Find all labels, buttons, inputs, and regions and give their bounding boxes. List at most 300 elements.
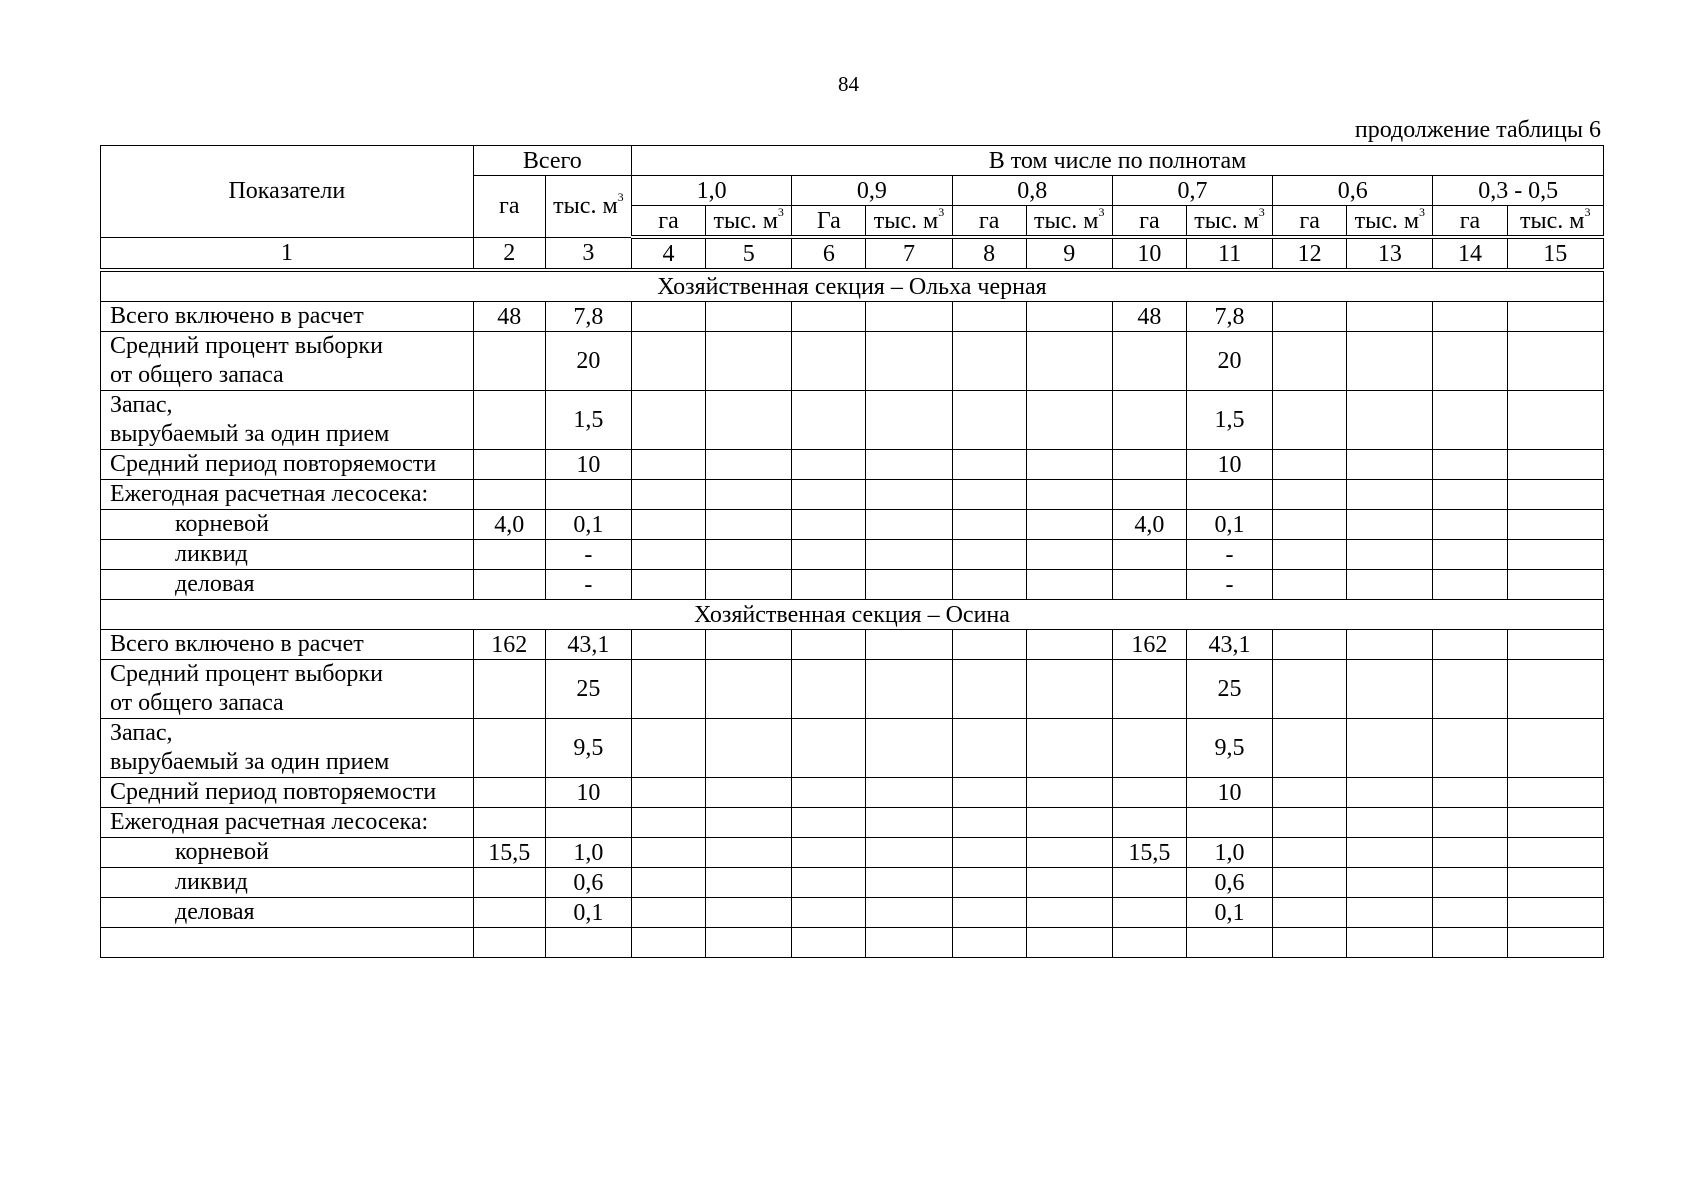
row-label	[101, 719, 474, 778]
table-cell	[1273, 928, 1347, 958]
table-cell	[1507, 540, 1603, 570]
data-table	[100, 145, 1604, 958]
table-cell	[1026, 391, 1112, 450]
table-cell	[1112, 540, 1186, 570]
table-cell	[631, 391, 705, 450]
table-cell	[866, 838, 952, 868]
table-cell	[952, 778, 1026, 808]
table-cell	[1507, 868, 1603, 898]
table-cell	[1433, 660, 1507, 719]
table-cell	[1273, 778, 1347, 808]
table-cell	[631, 630, 705, 660]
header-total-ha: га	[473, 176, 545, 238]
row-label-text-2: вырубаемый за один прием	[110, 421, 390, 447]
table-cell: 10	[545, 450, 631, 480]
column-number: 2	[473, 237, 545, 270]
table-cell: -	[1186, 540, 1272, 570]
table-cell	[1026, 540, 1112, 570]
row-label	[101, 630, 474, 660]
table-cell	[1507, 332, 1603, 391]
table-cell	[1273, 898, 1347, 928]
row-label	[101, 332, 474, 391]
table-cell: 25	[545, 660, 631, 719]
row-label-text: Средний период повторяемости	[110, 779, 437, 805]
table-cell	[1273, 450, 1347, 480]
table-cell: -	[545, 540, 631, 570]
section-title: Хозяйственная секция – Ольха черная	[101, 270, 1604, 302]
table-cell	[706, 719, 792, 778]
table-cell	[473, 391, 545, 450]
table-cell	[1433, 302, 1507, 332]
table-cell	[792, 898, 866, 928]
table-cell	[792, 332, 866, 391]
table-cell	[1347, 630, 1433, 660]
row-label-text: Средний процент выборки	[110, 661, 383, 687]
table-cell	[1273, 510, 1347, 540]
row-label-text: ликвид	[175, 541, 248, 567]
table-cell: 10	[1186, 778, 1272, 808]
header-density: 0,7	[1112, 176, 1272, 206]
table-cell	[631, 808, 705, 838]
header-density: 0,6	[1273, 176, 1433, 206]
header-indicators: Показатели	[101, 146, 474, 238]
table-cell	[1112, 332, 1186, 391]
table-row	[101, 868, 1604, 898]
header-unit-ha: га	[952, 206, 1026, 238]
row-label-text: Всего включено в расчет	[110, 303, 364, 329]
table-cell	[792, 660, 866, 719]
table-cell	[866, 391, 952, 450]
header-unit-ha: га	[631, 206, 705, 238]
header-unit-vol: тыс. $м^3$	[1347, 206, 1433, 238]
table-cell	[631, 302, 705, 332]
table-cell	[631, 719, 705, 778]
table-cell	[1026, 570, 1112, 600]
table-cell	[1347, 778, 1433, 808]
section-row	[101, 270, 1604, 302]
header-density: 1,0	[631, 176, 791, 206]
table-body	[101, 237, 1604, 958]
table-cell	[866, 570, 952, 600]
table-cell	[1347, 570, 1433, 600]
table-cell	[1433, 570, 1507, 600]
column-number: 14	[1433, 237, 1507, 270]
table-cell	[1273, 808, 1347, 838]
table-cell	[631, 838, 705, 868]
table-cell	[631, 898, 705, 928]
table-cell	[1112, 868, 1186, 898]
section-title: Хозяйственная секция – Осина	[101, 600, 1604, 630]
table-cell	[473, 540, 545, 570]
table-header	[101, 146, 1604, 238]
table-cell	[1433, 332, 1507, 391]
table-cell	[792, 719, 866, 778]
table-cell	[631, 778, 705, 808]
table-cell	[866, 660, 952, 719]
table-cell	[1507, 510, 1603, 540]
table-cell	[792, 630, 866, 660]
table-cell	[1347, 480, 1433, 510]
row-label-text-2: от общего запаса	[110, 690, 284, 716]
table-cell	[1112, 898, 1186, 928]
table-cell	[866, 510, 952, 540]
row-label	[101, 928, 474, 958]
table-row	[101, 510, 1604, 540]
table-cell	[1186, 808, 1272, 838]
table-cell	[1273, 332, 1347, 391]
table-cell	[473, 660, 545, 719]
table-cell	[631, 928, 705, 958]
table-cell	[706, 660, 792, 719]
table-cell	[706, 302, 792, 332]
table-cell	[631, 570, 705, 600]
table-cell	[545, 808, 631, 838]
table-row	[101, 660, 1604, 719]
column-number: 4	[631, 237, 705, 270]
table-cell	[1026, 808, 1112, 838]
section-row	[101, 600, 1604, 630]
column-number: 12	[1273, 237, 1347, 270]
column-number: 9	[1026, 237, 1112, 270]
row-label	[101, 778, 474, 808]
table-cell	[1112, 778, 1186, 808]
row-label-text: Ежегодная расчетная лесосека:	[110, 809, 429, 835]
table-cell: 48	[473, 302, 545, 332]
table-cell	[706, 332, 792, 391]
table-cell	[1347, 928, 1433, 958]
table-row	[101, 898, 1604, 928]
table-cell	[1273, 630, 1347, 660]
table-cell	[1433, 898, 1507, 928]
table-cell	[706, 928, 792, 958]
table-cell	[1112, 570, 1186, 600]
row-label	[101, 868, 474, 898]
table-cell	[792, 540, 866, 570]
table-cell	[952, 928, 1026, 958]
header-density: 0,9	[792, 176, 952, 206]
table-row	[101, 808, 1604, 838]
header-unit-ha: га	[1273, 206, 1347, 238]
column-number: 15	[1507, 237, 1603, 270]
table-cell: 4,0	[1112, 510, 1186, 540]
row-label-text: Ежегодная расчетная лесосека:	[110, 481, 429, 507]
table-cell	[952, 630, 1026, 660]
table-cell	[1433, 808, 1507, 838]
table-cell	[792, 838, 866, 868]
table-cell	[1273, 570, 1347, 600]
table-cell	[1026, 868, 1112, 898]
table-cell	[706, 570, 792, 600]
table-cell	[706, 778, 792, 808]
table-cell	[866, 928, 952, 958]
row-label-text: Всего включено в расчет	[110, 631, 364, 657]
table-cell	[1112, 450, 1186, 480]
table-cell	[1347, 391, 1433, 450]
table-cell: 0,6	[545, 868, 631, 898]
table-cell	[1347, 898, 1433, 928]
table-cell	[1507, 570, 1603, 600]
table-row	[101, 570, 1604, 600]
header-density: 0,8	[952, 176, 1112, 206]
table-cell: 1,5	[1186, 391, 1272, 450]
table-cell: 10	[545, 778, 631, 808]
table-cell	[631, 332, 705, 391]
table-cell	[1433, 778, 1507, 808]
table-cell	[473, 480, 545, 510]
row-label-text-2: вырубаемый за один прием	[110, 749, 390, 775]
table-cell	[792, 570, 866, 600]
column-number-row	[101, 237, 1604, 270]
table-cell	[1507, 391, 1603, 450]
table-cell	[866, 630, 952, 660]
table-cell	[1026, 660, 1112, 719]
table-row	[101, 778, 1604, 808]
table-cell	[866, 778, 952, 808]
table-cell	[1433, 540, 1507, 570]
table-cell	[1507, 302, 1603, 332]
table-cell	[952, 332, 1026, 391]
table-cell	[866, 450, 952, 480]
table-cell: 7,8	[545, 302, 631, 332]
table-cell	[706, 391, 792, 450]
row-label-text: Средний период повторяемости	[110, 451, 437, 477]
table-cell	[1347, 450, 1433, 480]
table-cell	[1112, 480, 1186, 510]
table-cell	[866, 302, 952, 332]
table-cell: 1,0	[1186, 838, 1272, 868]
table-cell	[1026, 450, 1112, 480]
table-cell	[952, 510, 1026, 540]
table-cell	[1112, 719, 1186, 778]
table-cell	[631, 480, 705, 510]
table-cell	[1433, 450, 1507, 480]
table-cell	[473, 719, 545, 778]
header-unit-vol: тыс. $м^3$	[866, 206, 952, 238]
table-cell	[631, 510, 705, 540]
table-cell	[866, 332, 952, 391]
table-cell	[1507, 480, 1603, 510]
table-cell	[1433, 510, 1507, 540]
row-label	[101, 808, 474, 838]
table-cell	[1347, 719, 1433, 778]
table-caption: продолжение таблицы 6	[1354, 117, 1601, 143]
table-cell	[1273, 302, 1347, 332]
table-cell	[792, 808, 866, 838]
table-cell	[1507, 838, 1603, 868]
table-cell	[866, 719, 952, 778]
table-cell	[473, 450, 545, 480]
table-cell: -	[545, 570, 631, 600]
table-cell: 0,1	[545, 898, 631, 928]
table-cell	[706, 838, 792, 868]
table-cell: -	[1186, 570, 1272, 600]
table-cell: 4,0	[473, 510, 545, 540]
table-cell: 7,8	[1186, 302, 1272, 332]
table-cell: 0,1	[1186, 510, 1272, 540]
column-number: 11	[1186, 237, 1272, 270]
header-unit-ha: га	[1433, 206, 1507, 238]
table-cell	[952, 302, 1026, 332]
table-cell	[1273, 660, 1347, 719]
table-cell	[1186, 480, 1272, 510]
table-cell	[1507, 450, 1603, 480]
row-label	[101, 660, 474, 719]
table-cell	[706, 868, 792, 898]
row-label	[101, 391, 474, 450]
table-cell: 15,5	[1112, 838, 1186, 868]
table-cell: 162	[1112, 630, 1186, 660]
row-label-text-2: от общего запаса	[110, 362, 284, 388]
table-cell	[1273, 540, 1347, 570]
table-cell	[1347, 808, 1433, 838]
column-number: 8	[952, 237, 1026, 270]
table-cell	[1026, 302, 1112, 332]
table-cell	[1026, 838, 1112, 868]
table-cell	[1347, 302, 1433, 332]
table-cell	[1507, 808, 1603, 838]
header-unit-vol: тыс. $м^3$	[1507, 206, 1603, 238]
table-cell	[1026, 510, 1112, 540]
row-label-text: Запас,	[110, 720, 173, 746]
table-cell	[706, 510, 792, 540]
table-cell	[1112, 660, 1186, 719]
row-label-text: ликвид	[175, 869, 248, 895]
column-number: 10	[1112, 237, 1186, 270]
row-label	[101, 510, 474, 540]
table-cell	[1112, 808, 1186, 838]
table-cell: 15,5	[473, 838, 545, 868]
table-cell	[792, 302, 866, 332]
table-cell	[952, 570, 1026, 600]
table-cell	[1026, 332, 1112, 391]
table-cell	[1186, 928, 1272, 958]
table-cell	[792, 391, 866, 450]
table-cell: 43,1	[545, 630, 631, 660]
table-cell	[1433, 480, 1507, 510]
table-cell	[1433, 868, 1507, 898]
table-cell: 0,1	[545, 510, 631, 540]
row-label-text: Средний процент выборки	[110, 333, 383, 359]
table-row	[101, 719, 1604, 778]
table-cell	[706, 450, 792, 480]
table-cell	[473, 928, 545, 958]
row-label	[101, 570, 474, 600]
table-cell	[473, 898, 545, 928]
table-cell	[1273, 480, 1347, 510]
table-cell	[473, 570, 545, 600]
table-cell	[473, 808, 545, 838]
table-cell	[952, 660, 1026, 719]
table-row	[101, 838, 1604, 868]
table-cell	[952, 540, 1026, 570]
table-cell	[792, 778, 866, 808]
header-total: Всего	[473, 146, 631, 176]
header-unit-ha: Га	[792, 206, 866, 238]
column-number: 13	[1347, 237, 1433, 270]
table-cell: 0,6	[1186, 868, 1272, 898]
page-number: 84	[838, 72, 859, 96]
table-cell	[866, 808, 952, 838]
table-cell: 43,1	[1186, 630, 1272, 660]
table-cell: 1,5	[545, 391, 631, 450]
table-cell	[631, 540, 705, 570]
table-cell	[1433, 719, 1507, 778]
table-cell	[866, 868, 952, 898]
table-cell	[1273, 838, 1347, 868]
table-cell: 48	[1112, 302, 1186, 332]
table-cell: 9,5	[1186, 719, 1272, 778]
table-row	[101, 540, 1604, 570]
row-label-text: Запас,	[110, 392, 173, 418]
table-cell	[792, 510, 866, 540]
header-unit-vol: тыс. $м^3$	[706, 206, 792, 238]
row-label	[101, 838, 474, 868]
table-cell	[866, 540, 952, 570]
table-cell	[1347, 510, 1433, 540]
table-cell	[952, 808, 1026, 838]
table-cell	[1507, 928, 1603, 958]
table-cell	[706, 630, 792, 660]
row-label-text: деловая	[175, 899, 255, 925]
table-row	[101, 630, 1604, 660]
table-cell	[1026, 928, 1112, 958]
table-cell	[1026, 480, 1112, 510]
header-density: 0,3 - 0,5	[1433, 176, 1604, 206]
header-total-vol: тыс. $м^3$	[545, 176, 631, 238]
column-number: 7	[866, 237, 952, 270]
table-cell: 20	[545, 332, 631, 391]
table-cell	[631, 868, 705, 898]
table-cell	[1112, 391, 1186, 450]
table-cell	[1026, 630, 1112, 660]
table-cell	[866, 898, 952, 928]
table-cell: 162	[473, 630, 545, 660]
table-cell	[1026, 778, 1112, 808]
table-cell	[473, 868, 545, 898]
table-cell	[1507, 778, 1603, 808]
column-number: 5	[706, 237, 792, 270]
table-cell	[1433, 391, 1507, 450]
table-cell	[1507, 630, 1603, 660]
header-unit-ha: га	[1112, 206, 1186, 238]
table-cell	[1112, 928, 1186, 958]
table-cell	[1433, 838, 1507, 868]
header-by-density: В том числе по полнотам	[631, 146, 1603, 176]
table-cell	[952, 480, 1026, 510]
table-cell	[706, 540, 792, 570]
table-cell	[545, 928, 631, 958]
table-row	[101, 450, 1604, 480]
table-cell	[952, 450, 1026, 480]
table-cell	[631, 450, 705, 480]
table-cell	[952, 868, 1026, 898]
row-label	[101, 898, 474, 928]
table-cell	[631, 660, 705, 719]
table-cell	[1433, 630, 1507, 660]
table-cell	[1347, 540, 1433, 570]
table-cell	[792, 868, 866, 898]
table-cell	[1273, 868, 1347, 898]
table-cell	[1507, 660, 1603, 719]
row-label-text: деловая	[175, 571, 255, 597]
row-label-text: корневой	[175, 511, 269, 537]
table-cell: 10	[1186, 450, 1272, 480]
table-cell: 9,5	[545, 719, 631, 778]
table-cell: 1,0	[545, 838, 631, 868]
table-cell: 20	[1186, 332, 1272, 391]
table-cell	[1433, 928, 1507, 958]
table-cell	[866, 480, 952, 510]
